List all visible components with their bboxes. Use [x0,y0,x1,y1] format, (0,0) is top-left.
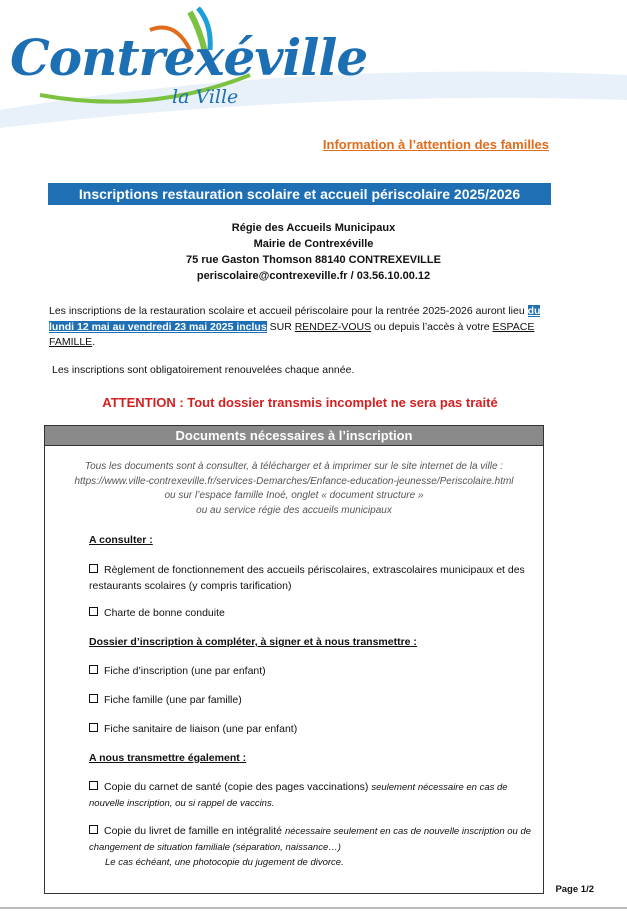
rdv-link[interactable]: RENDEZ-VOUS [294,320,372,333]
list-item [89,693,529,709]
registration-paragraph [49,304,551,351]
page-number: Page 1/2 [555,884,594,895]
address-line: periscolaire@contrexeville.fr / 03.56.10.00.12 [196,270,431,282]
dossier-heading [89,636,417,648]
section-title: Dossier d’inscription [89,636,194,648]
item-text: Fiche d’inscription (une par enfant) [104,665,266,677]
section-colon: : [239,752,247,764]
item-text: Copie du carnet de santé (copie des pages vaccinations) [104,781,372,793]
list-item [89,563,529,594]
checkbox-icon [89,781,98,790]
section-colon: : [146,534,153,546]
address-line: Régie des Accueils Municipaux [231,222,396,234]
logo-contrexeville [0,0,627,130]
documents-header: Documents nécessaires à l’inscription [45,426,543,446]
page-title: Inscriptions restauration scolaire et accueil périscolaire 2025/2026 [48,183,551,205]
transmettre-heading [89,752,246,764]
checkbox-icon [89,694,98,703]
list-item [89,780,539,811]
intro-line: Tous les documents sont à consulter, à télécharger et à imprimer sur le site internet de la ville : [84,461,504,472]
checkbox-icon [89,607,98,616]
address-block [0,220,627,284]
section-title: A consulter [89,534,147,546]
section-title: A nous transmettre également [89,752,240,764]
attention-warning: ATTENTION : Tout dossier transmis incomplet ne sera pas traité [102,395,498,410]
list-item [89,664,529,680]
intro-line: ou sur l’espace famille Inoé, onglet « document structure » [164,490,424,501]
section-rest: à compléter, à signer et à nous transmettre : [193,636,417,648]
text: Les inscriptions de la restauration scolaire et accueil périscolaire pour la rentrée 2025-2026 auront lieu [49,305,528,317]
periscolaire-link[interactable]: https://www.ville-contrexeville.fr/services-Demarches/Enfance-education-jeunesse/Periscolaire.html [74,475,514,487]
text: SUR [266,320,295,333]
espace-famille-link[interactable]: ESPACE FAMILLE [49,320,535,348]
item-text: Copie du livret de famille en intégralité [104,825,285,837]
address-line: 75 rue Gaston Thomson 88140 CONTREXEVILLE [186,254,441,266]
item-note: seulement nécessaire en cas de nouvelle inscription, ou si rappel de vaccins. [89,782,508,809]
dates-highlight: du lundi 12 mai au vendredi 23 mai 2025 inclus [49,305,541,333]
documents-intro [45,460,543,518]
logo-title: Contrexéville [10,28,368,87]
checkbox-icon [89,825,98,834]
text: . [92,336,96,348]
address-line: Mairie de Contrexéville [253,238,374,250]
item-note: nécessaire seulement en cas de nouvelle inscription ou de changement de situation familiale (séparation, naissance…) [89,826,532,853]
info-heading: Information à l’attention des familles [322,137,549,152]
item-text: Règlement de fonctionnement des accueils périscolaires, extrascolaires municipaux et des restaurants scolaires (y compris tarification) [89,564,525,592]
item-text: Charte de bonne conduite [104,607,225,619]
list-item [89,606,529,622]
logo-subtitle: la Ville [172,86,239,108]
checkbox-icon [89,665,98,674]
item-note: Le cas échéant, une photocopie du jugement de divorce. [105,857,344,868]
text: ou depuis l’accès à votre [371,320,493,333]
documents-box [44,425,544,894]
list-item [89,824,539,871]
checkbox-icon [89,564,98,573]
item-text: Fiche sanitaire de liaison (une par enfant) [104,723,298,735]
checkbox-icon [89,723,98,732]
renewal-note: Les inscriptions sont obligatoirement renouvelées chaque année. [52,364,355,376]
consulter-heading [89,534,153,546]
list-item [89,722,529,738]
footer-divider [0,907,627,909]
item-text: Fiche famille (une par famille) [104,694,242,706]
intro-line: ou au service régie des accueils municipaux [196,504,392,516]
